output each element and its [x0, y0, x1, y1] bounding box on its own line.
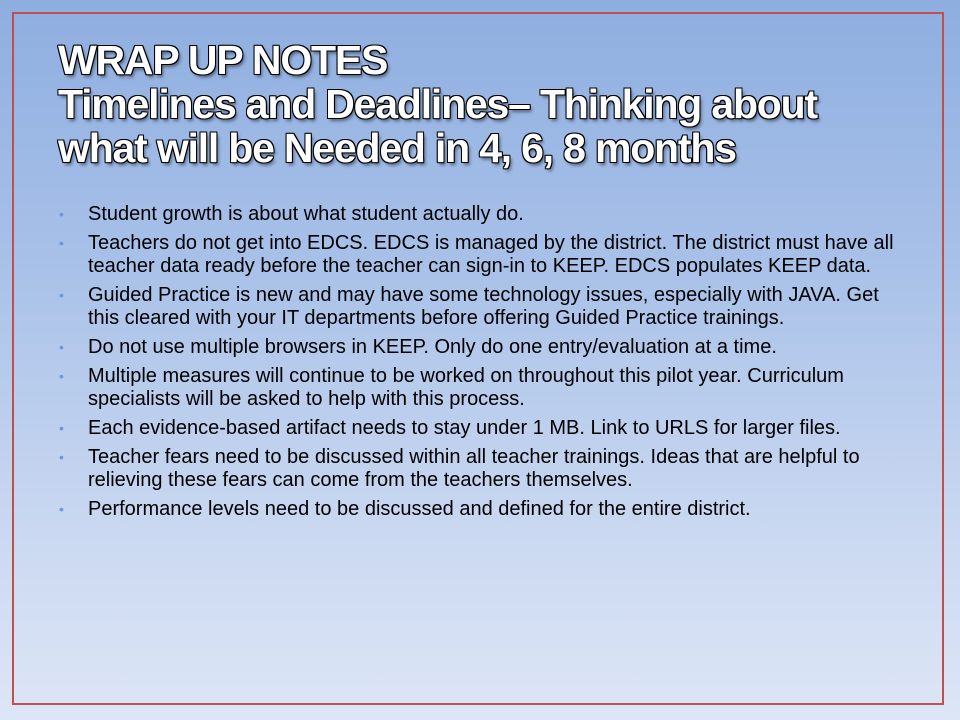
bullet-marker: • [59, 501, 64, 517]
title-line-2: Timelines and Deadlines– Thinking about [58, 81, 817, 127]
bullet-text: Teacher fears need to be discussed within all teacher trainings. Ideas that are helpful to relieving these fears can come from the teachers themselves. [88, 446, 860, 491]
title-line-3: what will be Needed in 4, 6, 8 months [58, 125, 736, 171]
bullet-item [58, 446, 908, 492]
bullet-text: Guided Practice is new and may have some technology issues, especially with JAVA. Get this cleared with your IT departments before offering Guided Practice trainings. [88, 284, 879, 329]
bullet-marker: • [59, 235, 64, 251]
bullet-marker: • [59, 420, 64, 436]
bullet-item [58, 498, 908, 521]
slide-title [58, 38, 918, 170]
bullet-item [58, 336, 908, 359]
bullet-item [58, 365, 908, 411]
bullet-item [58, 284, 908, 330]
bullet-text: Performance levels need to be discussed and defined for the entire district. [88, 498, 751, 520]
bullet-text: Each evidence-based artifact needs to stay under 1 MB. Link to URLS for larger files. [88, 417, 841, 439]
title-line-1: WRAP UP NOTES [58, 37, 388, 83]
bullet-text: Student growth is about what student actually do. [88, 203, 524, 225]
bullet-marker: • [59, 368, 64, 384]
bullet-item [58, 203, 908, 226]
bullet-text: Do not use multiple browsers in KEEP. Only do one entry/evaluation at a time. [88, 336, 777, 358]
bullet-marker: • [59, 449, 64, 465]
bullet-marker: • [59, 287, 64, 303]
bullet-text: Teachers do not get into EDCS. EDCS is managed by the district. The district must have all teacher data ready before the teacher can sign-in to KEEP. EDCS populates KEEP data. [88, 232, 894, 277]
bullet-marker: • [59, 206, 64, 222]
bullet-list [58, 203, 908, 527]
bullet-item [58, 232, 908, 278]
bullet-item [58, 417, 908, 440]
bullet-marker: • [59, 339, 64, 355]
bullet-text: Multiple measures will continue to be worked on throughout this pilot year. Curriculum specialists will be asked to help with this process. [88, 365, 844, 410]
